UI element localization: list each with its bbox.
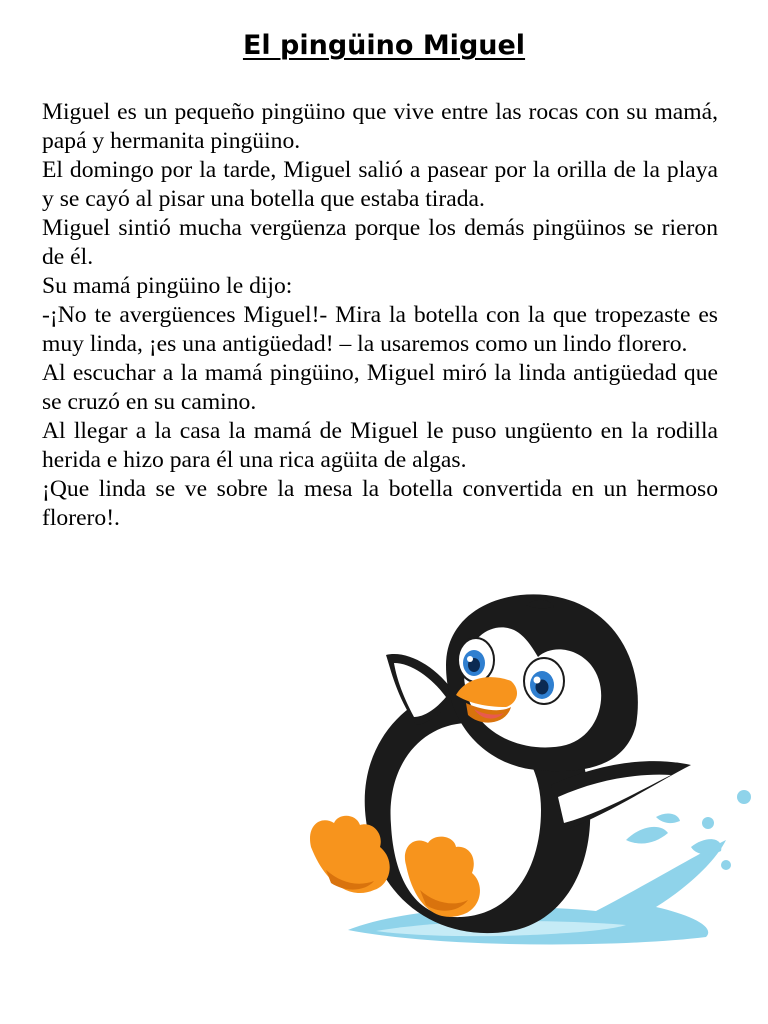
story-paragraph: -¡No te avergüences Miguel!- Mira la botella con la que tropezaste es muy linda, ¡es una antigüedad! – la usaremos como un lindo florero. (42, 302, 718, 357)
penguin-illustration (296, 585, 768, 965)
story-paragraph: Su mamá pingüino le dijo: (42, 273, 293, 299)
story-paragraph: Al llegar a la casa la mamá de Miguel le puso ungüento en la rodilla herida e hizo para él una rica agüita de algas. (42, 418, 718, 473)
story-paragraph: Miguel sintió mucha vergüenza porque los demás pingüinos se rieron de él. (42, 215, 718, 270)
story-paragraph: Miguel es un pequeño pingüino que vive entre las rocas con su mamá, papá y hermanita pingüino. (42, 99, 718, 154)
story-body (42, 98, 718, 533)
story-paragraph: El domingo por la tarde, Miguel salió a pasear por la orilla de la playa y se cayó al pisar una botella que estaba tirada. (42, 157, 718, 212)
story-paragraph: ¡Que linda se ve sobre la mesa la botella convertida en un hermoso florero!. (42, 476, 718, 531)
story-title: El pingüino Miguel (242, 30, 526, 61)
story-paragraph: Al escuchar a la mamá pingüino, Miguel miró la linda antigüedad que se cruzó en su camino. (42, 360, 718, 415)
